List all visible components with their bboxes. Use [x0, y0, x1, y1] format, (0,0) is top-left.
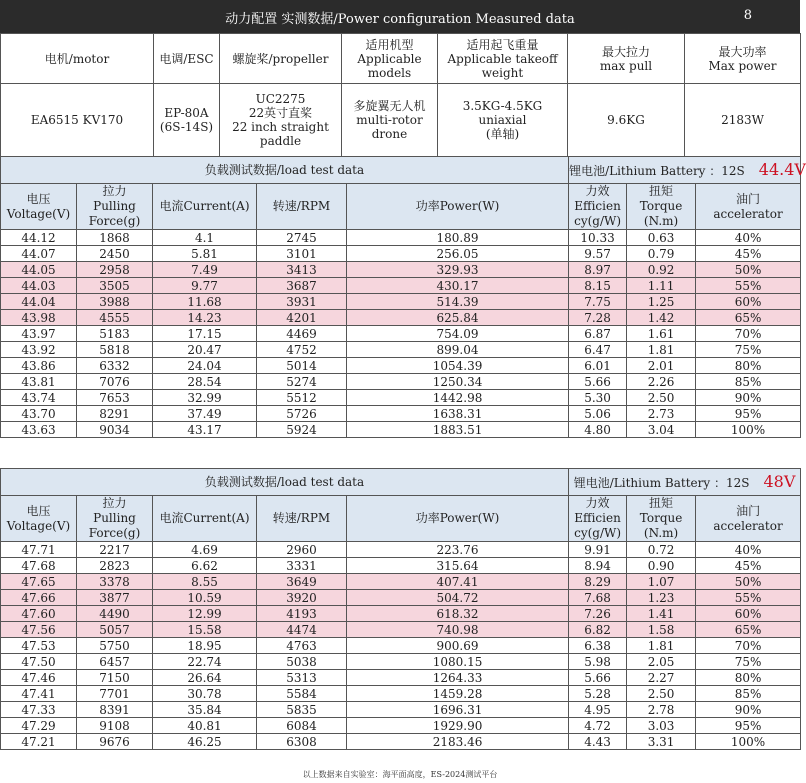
table-cell: 3505	[77, 278, 153, 294]
table-cell: 17.15	[153, 326, 257, 342]
table-cell: 514.39	[347, 294, 569, 310]
table-cell: 6457	[77, 654, 153, 670]
column-header: 电流Current(A)	[153, 496, 257, 542]
battery-info	[569, 157, 806, 184]
table-row	[1, 374, 801, 390]
table-cell: 28.54	[153, 374, 257, 390]
table-cell: 43.92	[1, 342, 77, 358]
table-cell: 40.81	[153, 718, 257, 734]
table-cell: 2450	[77, 246, 153, 262]
table-cell: 6.47	[569, 342, 627, 358]
column-header: 拉力 Pulling Force(g)	[77, 184, 153, 230]
table-cell: 9.77	[153, 278, 257, 294]
table-cell: 1459.28	[347, 686, 569, 702]
column-header-row	[1, 184, 801, 230]
table-cell: 4490	[77, 606, 153, 622]
table-cell: 5.28	[569, 686, 627, 702]
table-row	[1, 590, 801, 606]
spec-value-cell: 2183W	[685, 84, 801, 157]
table-cell: 10.59	[153, 590, 257, 606]
table-cell: 3687	[257, 278, 347, 294]
table-cell: 1.42	[627, 310, 696, 326]
table-cell: 0.79	[627, 246, 696, 262]
title-bar	[0, 0, 800, 33]
table-row	[1, 686, 801, 702]
table-cell: 37.49	[153, 406, 257, 422]
table-cell: 8.55	[153, 574, 257, 590]
table-cell: 625.84	[347, 310, 569, 326]
table-cell: 7.26	[569, 606, 627, 622]
spec-value-cell: 多旋翼无人机 multi-rotor drone	[342, 84, 438, 157]
table-row	[1, 406, 801, 422]
table-cell: 22.74	[153, 654, 257, 670]
table-cell: 44.03	[1, 278, 77, 294]
table-cell: 60%	[696, 294, 801, 310]
table-cell: 10.33	[569, 230, 627, 246]
table-cell: 2183.46	[347, 734, 569, 750]
table-cell: 1929.90	[347, 718, 569, 734]
table-cell: 256.05	[347, 246, 569, 262]
table-cell: 4752	[257, 342, 347, 358]
table-cell: 44.04	[1, 294, 77, 310]
table-cell: 4.69	[153, 542, 257, 558]
table-row	[1, 558, 801, 574]
table-cell: 3988	[77, 294, 153, 310]
spec-value-cell: 9.6KG	[568, 84, 685, 157]
table-cell: 43.98	[1, 310, 77, 326]
table-row	[1, 638, 801, 654]
battery-voltage: 44.4V	[758, 159, 806, 179]
table-cell: 1264.33	[347, 670, 569, 686]
table-cell: 44.07	[1, 246, 77, 262]
table-cell: 3331	[257, 558, 347, 574]
spec-value-cell: UC2275 22英寸直桨 22 inch straight paddle	[220, 84, 342, 157]
table-cell: 0.92	[627, 262, 696, 278]
table-cell: 1638.31	[347, 406, 569, 422]
table-cell: 65%	[696, 622, 801, 638]
table-cell: 0.72	[627, 542, 696, 558]
table-cell: 2958	[77, 262, 153, 278]
table-cell: 9676	[77, 734, 153, 750]
table-cell: 47.21	[1, 734, 77, 750]
load-test-table-44v	[0, 156, 806, 438]
table-cell: 2.50	[627, 686, 696, 702]
table-cell: 3413	[257, 262, 347, 278]
table-cell: 100%	[696, 734, 801, 750]
table-cell: 9.57	[569, 246, 627, 262]
table-cell: 7150	[77, 670, 153, 686]
table-cell: 3931	[257, 294, 347, 310]
table-cell: 8.15	[569, 278, 627, 294]
table-cell: 43.86	[1, 358, 77, 374]
column-header: 扭矩 Torque (N.m)	[627, 184, 696, 230]
table-cell: 80%	[696, 358, 801, 374]
table-cell: 8391	[77, 702, 153, 718]
table-cell: 100%	[696, 422, 801, 438]
load-test-table-48v	[0, 468, 801, 750]
table-gap	[0, 451, 800, 467]
table-cell: 90%	[696, 702, 801, 718]
table-cell: 1868	[77, 230, 153, 246]
table-cell: 180.89	[347, 230, 569, 246]
table-cell: 24.04	[153, 358, 257, 374]
table-cell: 3920	[257, 590, 347, 606]
table-cell: 85%	[696, 374, 801, 390]
table-cell: 43.63	[1, 422, 77, 438]
table-cell: 7.75	[569, 294, 627, 310]
table-cell: 4469	[257, 326, 347, 342]
table-cell: 1.61	[627, 326, 696, 342]
table-cell: 430.17	[347, 278, 569, 294]
table-cell: 5584	[257, 686, 347, 702]
table-cell: 47.53	[1, 638, 77, 654]
table-cell: 12.99	[153, 606, 257, 622]
table-cell: 40%	[696, 542, 801, 558]
table-cell: 4.72	[569, 718, 627, 734]
table-cell: 5726	[257, 406, 347, 422]
table-cell: 43.70	[1, 406, 77, 422]
table-cell: 47.71	[1, 542, 77, 558]
table-cell: 43.74	[1, 390, 77, 406]
table-cell: 5014	[257, 358, 347, 374]
table-cell: 3.03	[627, 718, 696, 734]
table-cell: 740.98	[347, 622, 569, 638]
table-cell: 7701	[77, 686, 153, 702]
battery-info	[569, 469, 801, 496]
table-cell: 7076	[77, 374, 153, 390]
table-cell: 15.58	[153, 622, 257, 638]
table-cell: 5750	[77, 638, 153, 654]
table-cell: 70%	[696, 638, 801, 654]
table-cell: 5274	[257, 374, 347, 390]
table-cell: 1442.98	[347, 390, 569, 406]
table-row	[1, 734, 801, 750]
table-row	[1, 422, 801, 438]
spec-header-cell: 电机/motor	[1, 34, 154, 84]
table-cell: 47.60	[1, 606, 77, 622]
table-cell: 40%	[696, 230, 801, 246]
table-cell: 20.47	[153, 342, 257, 358]
table-cell: 75%	[696, 342, 801, 358]
load-test-band	[1, 157, 801, 184]
table-cell: 45%	[696, 558, 801, 574]
table-row	[1, 310, 801, 326]
table-cell: 47.46	[1, 670, 77, 686]
table-cell: 5313	[257, 670, 347, 686]
table-cell: 55%	[696, 278, 801, 294]
table-row	[1, 262, 801, 278]
table-cell: 5038	[257, 654, 347, 670]
page-title: 动力配置 实测数据/Power configuration Measured data	[225, 12, 575, 27]
table-cell: 5.06	[569, 406, 627, 422]
table-cell: 50%	[696, 262, 801, 278]
table-cell: 47.29	[1, 718, 77, 734]
column-header-row	[1, 496, 801, 542]
table-cell: 5057	[77, 622, 153, 638]
column-header: 转速/RPM	[257, 496, 347, 542]
table-cell: 9.91	[569, 542, 627, 558]
table-cell: 3378	[77, 574, 153, 590]
table-cell: 43.17	[153, 422, 257, 438]
table-cell: 1.11	[627, 278, 696, 294]
table-cell: 8291	[77, 406, 153, 422]
table-cell: 5924	[257, 422, 347, 438]
table-cell: 5835	[257, 702, 347, 718]
table-cell: 65%	[696, 310, 801, 326]
table-cell: 7653	[77, 390, 153, 406]
table-cell: 6332	[77, 358, 153, 374]
table-cell: 2.78	[627, 702, 696, 718]
spec-table	[0, 33, 801, 157]
table-cell: 95%	[696, 718, 801, 734]
table-cell: 2823	[77, 558, 153, 574]
table-cell: 18.95	[153, 638, 257, 654]
battery-label: 锂电池/Lithium Battery ：12S	[569, 163, 745, 178]
table-cell: 6308	[257, 734, 347, 750]
table-cell: 46.25	[153, 734, 257, 750]
table-cell: 900.69	[347, 638, 569, 654]
table-cell: 5183	[77, 326, 153, 342]
table-cell: 2960	[257, 542, 347, 558]
table-cell: 8.97	[569, 262, 627, 278]
battery-voltage: 48V	[763, 471, 796, 491]
table-cell: 1250.34	[347, 374, 569, 390]
table-cell: 1.23	[627, 590, 696, 606]
table-row	[1, 542, 801, 558]
table-row	[1, 246, 801, 262]
table-cell: 3.04	[627, 422, 696, 438]
table-cell: 30.78	[153, 686, 257, 702]
column-header: 力效 Efficien cy(g/W)	[569, 184, 627, 230]
spec-header-cell: 适用机型 Applicable models	[342, 34, 438, 84]
column-header: 油门 accelerator	[696, 184, 801, 230]
table-row	[1, 702, 801, 718]
column-header: 电流Current(A)	[153, 184, 257, 230]
spec-value-cell: EA6515 KV170	[1, 84, 154, 157]
table-cell: 47.65	[1, 574, 77, 590]
footer-note: 以上数据来自实验室：海平面高度，ES-2024测试平台	[302, 770, 498, 779]
table-cell: 1.81	[627, 638, 696, 654]
spec-value-row	[1, 84, 801, 157]
table-cell: 899.04	[347, 342, 569, 358]
table-cell: 1.81	[627, 342, 696, 358]
table-cell: 5.30	[569, 390, 627, 406]
column-header: 油门 accelerator	[696, 496, 801, 542]
table-cell: 2217	[77, 542, 153, 558]
table-cell: 6.82	[569, 622, 627, 638]
battery-label: 锂电池/Lithium Battery ：12S	[573, 475, 750, 490]
spec-header-cell: 最大拉力 max pull	[568, 34, 685, 84]
table-cell: 2.05	[627, 654, 696, 670]
table-cell: 5.66	[569, 374, 627, 390]
spec-header-row	[1, 34, 801, 84]
table-cell: 329.93	[347, 262, 569, 278]
table-cell: 3.31	[627, 734, 696, 750]
table-row	[1, 230, 801, 246]
table-cell: 75%	[696, 654, 801, 670]
table-cell: 4201	[257, 310, 347, 326]
table-cell: 70%	[696, 326, 801, 342]
table-cell: 5512	[257, 390, 347, 406]
table-row	[1, 358, 801, 374]
table-cell: 8.94	[569, 558, 627, 574]
table-cell: 4.43	[569, 734, 627, 750]
table-cell: 3877	[77, 590, 153, 606]
table-cell: 4474	[257, 622, 347, 638]
table-cell: 4.80	[569, 422, 627, 438]
column-header: 力效 Efficien cy(g/W)	[569, 496, 627, 542]
table-cell: 1883.51	[347, 422, 569, 438]
table-cell: 50%	[696, 574, 801, 590]
spec-value-cell: EP-80A (6S-14S)	[154, 84, 220, 157]
table-cell: 7.68	[569, 590, 627, 606]
table-cell: 223.76	[347, 542, 569, 558]
column-header: 功率Power(W)	[347, 496, 569, 542]
table-row	[1, 278, 801, 294]
table-cell: 6.62	[153, 558, 257, 574]
table-cell: 95%	[696, 406, 801, 422]
table-cell: 2745	[257, 230, 347, 246]
table-cell: 14.23	[153, 310, 257, 326]
column-header: 电压 Voltage(V)	[1, 184, 77, 230]
table-cell: 90%	[696, 390, 801, 406]
table-cell: 7.28	[569, 310, 627, 326]
column-header: 电压 Voltage(V)	[1, 496, 77, 542]
spec-header-cell: 螺旋桨/propeller	[220, 34, 342, 84]
table-cell: 1.41	[627, 606, 696, 622]
table-cell: 9108	[77, 718, 153, 734]
column-header: 扭矩 Torque (N.m)	[627, 496, 696, 542]
table-row	[1, 574, 801, 590]
table-cell: 1080.15	[347, 654, 569, 670]
table-cell: 504.72	[347, 590, 569, 606]
table-cell: 1.25	[627, 294, 696, 310]
table-cell: 35.84	[153, 702, 257, 718]
table-cell: 9034	[77, 422, 153, 438]
table-cell: 6.01	[569, 358, 627, 374]
spec-value-cell: 3.5KG-4.5KG uniaxial (单轴)	[438, 84, 568, 157]
table-cell: 754.09	[347, 326, 569, 342]
spec-header-cell: 最大功率 Max power	[685, 34, 801, 84]
table-cell: 6084	[257, 718, 347, 734]
table-cell: 2.50	[627, 390, 696, 406]
table-row	[1, 622, 801, 638]
table-cell: 32.99	[153, 390, 257, 406]
table-cell: 0.63	[627, 230, 696, 246]
table-cell: 5.98	[569, 654, 627, 670]
table-cell: 2.01	[627, 358, 696, 374]
table-cell: 44.05	[1, 262, 77, 278]
table-cell: 80%	[696, 670, 801, 686]
table-cell: 407.41	[347, 574, 569, 590]
load-test-label: 负载测试数据/load test data	[1, 469, 569, 496]
table-cell: 47.33	[1, 702, 77, 718]
table-cell: 5.81	[153, 246, 257, 262]
table-cell: 0.90	[627, 558, 696, 574]
table-cell: 55%	[696, 590, 801, 606]
table-cell: 1054.39	[347, 358, 569, 374]
column-header: 功率Power(W)	[347, 184, 569, 230]
table-cell: 26.64	[153, 670, 257, 686]
table-cell: 1696.31	[347, 702, 569, 718]
table-cell: 43.81	[1, 374, 77, 390]
table-cell: 3101	[257, 246, 347, 262]
table-cell: 47.66	[1, 590, 77, 606]
table-row	[1, 342, 801, 358]
table-row	[1, 718, 801, 734]
table-cell: 4193	[257, 606, 347, 622]
table-cell: 11.68	[153, 294, 257, 310]
table-row	[1, 390, 801, 406]
table-cell: 6.87	[569, 326, 627, 342]
table-cell: 4763	[257, 638, 347, 654]
load-test-band	[1, 469, 801, 496]
table-cell: 2.73	[627, 406, 696, 422]
table-row	[1, 654, 801, 670]
table-cell: 47.50	[1, 654, 77, 670]
table-cell: 7.49	[153, 262, 257, 278]
table-cell: 8.29	[569, 574, 627, 590]
table-cell: 618.32	[347, 606, 569, 622]
table-cell: 47.41	[1, 686, 77, 702]
table-cell: 85%	[696, 686, 801, 702]
table-cell: 4.95	[569, 702, 627, 718]
table-cell: 5.66	[569, 670, 627, 686]
load-test-label: 负载测试数据/load test data	[1, 157, 569, 184]
table-row	[1, 294, 801, 310]
table-cell: 6.38	[569, 638, 627, 654]
page-number: 8	[743, 8, 752, 23]
table-row	[1, 606, 801, 622]
table-cell: 44.12	[1, 230, 77, 246]
table-cell: 4.1	[153, 230, 257, 246]
table-row	[1, 326, 801, 342]
table-cell: 2.27	[627, 670, 696, 686]
table-row	[1, 670, 801, 686]
table-cell: 315.64	[347, 558, 569, 574]
column-header: 拉力 Pulling Force(g)	[77, 496, 153, 542]
table-cell: 43.97	[1, 326, 77, 342]
table-cell: 1.58	[627, 622, 696, 638]
table-cell: 47.68	[1, 558, 77, 574]
table-cell: 45%	[696, 246, 801, 262]
column-header: 转速/RPM	[257, 184, 347, 230]
table-cell: 47.56	[1, 622, 77, 638]
table-cell: 60%	[696, 606, 801, 622]
table-cell: 3649	[257, 574, 347, 590]
table-cell: 4555	[77, 310, 153, 326]
table-cell: 5818	[77, 342, 153, 358]
table-cell: 2.26	[627, 374, 696, 390]
table-cell: 1.07	[627, 574, 696, 590]
spec-header-cell: 电调/ESC	[154, 34, 220, 84]
spec-header-cell: 适用起飞重量 Applicable takeoff weight	[438, 34, 568, 84]
